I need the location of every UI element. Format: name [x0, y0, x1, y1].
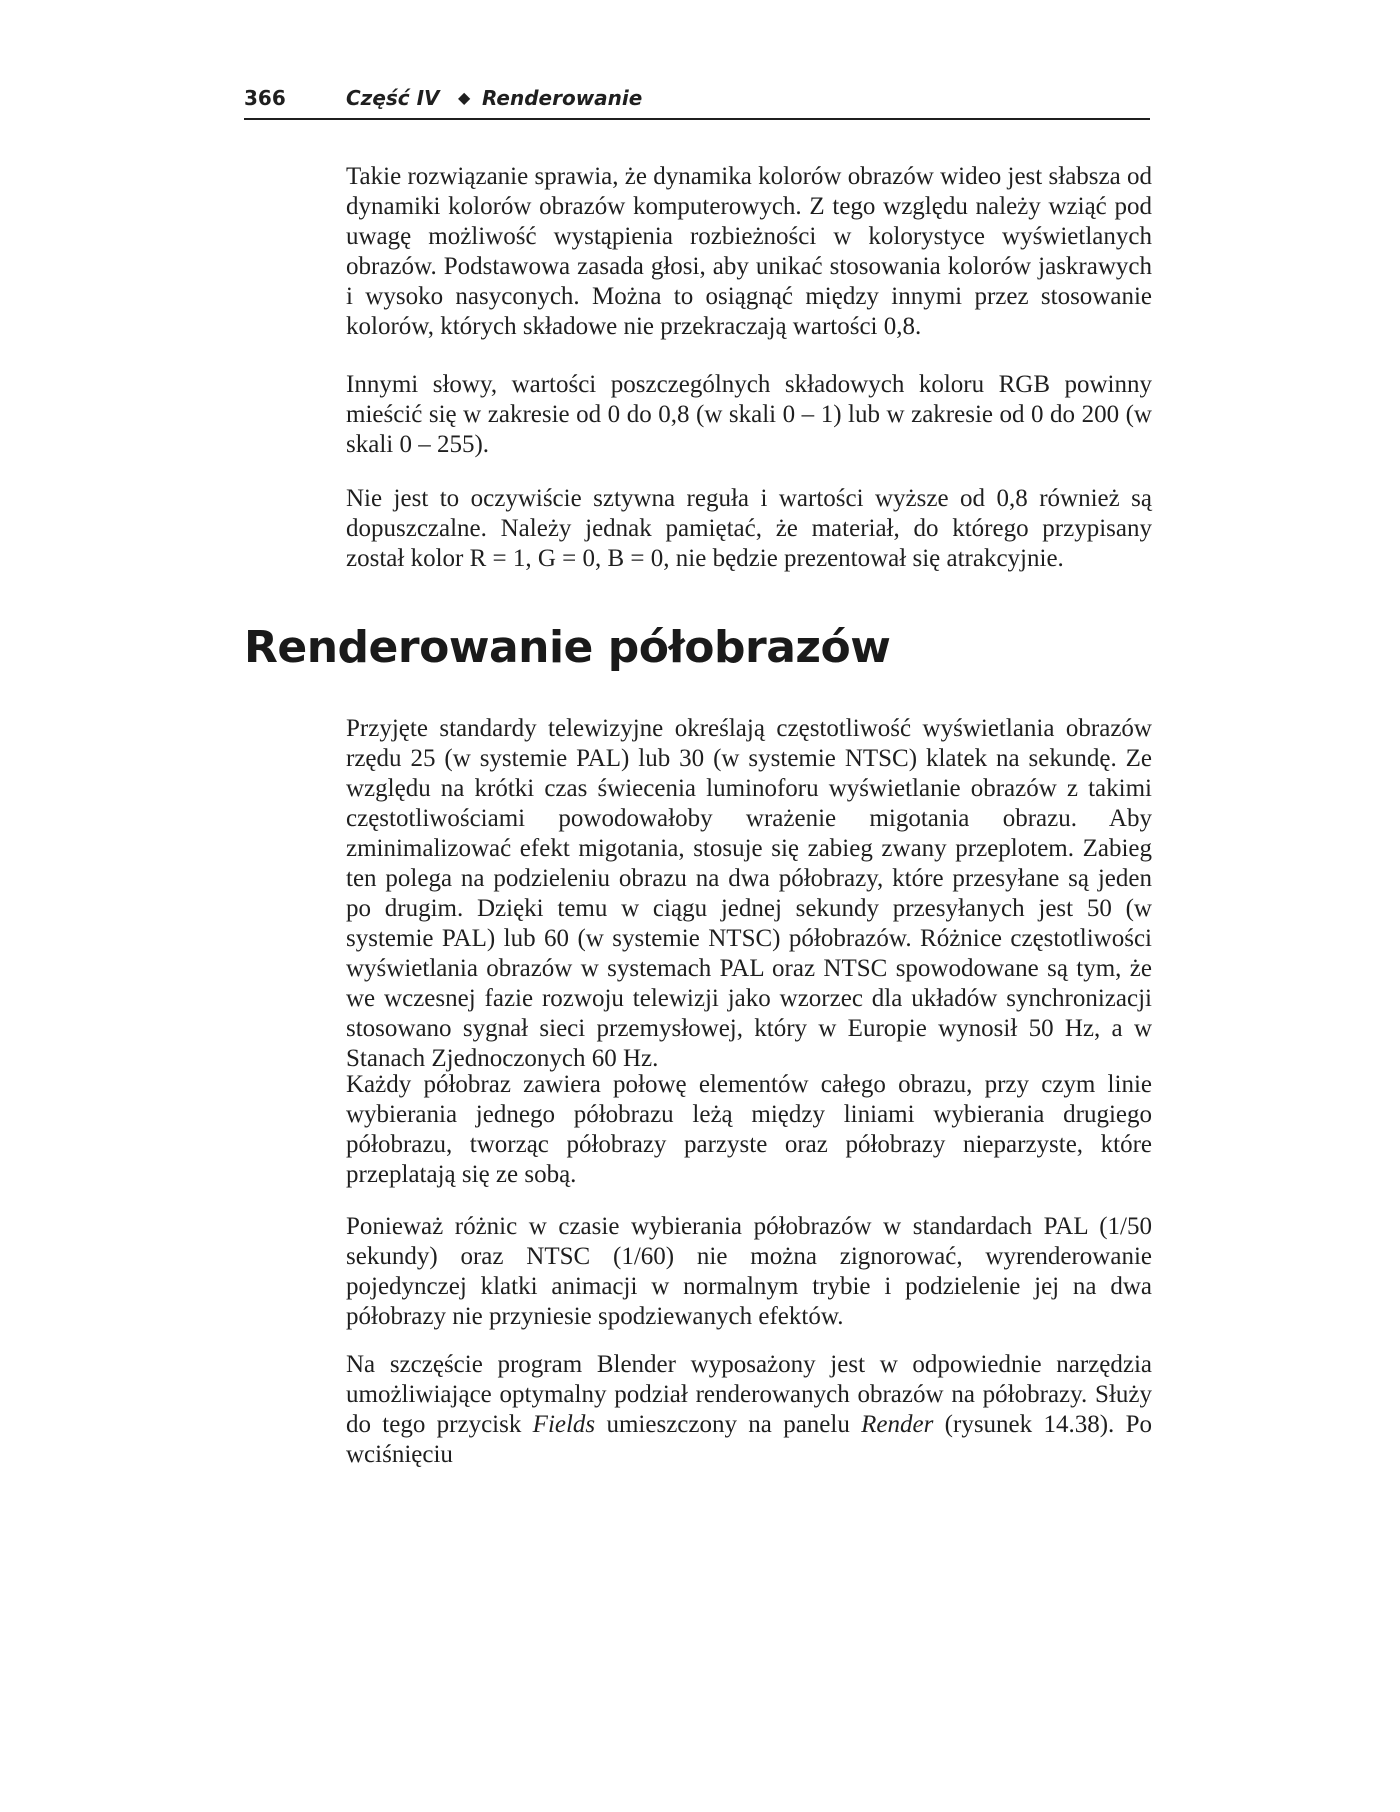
diamond-separator-icon: ◆	[458, 88, 471, 107]
paragraph-last	[346, 1350, 1152, 1470]
header-part: Część IV	[346, 86, 440, 110]
render-panel-name: Render	[861, 1411, 934, 1438]
paragraph: Innymi słowy, wartości poszczególnych składowych koloru RGB powinny mieścić się w zakresie od 0 do 0,8 (w skali 0 – 1) lub w zakresie od 0 do 200 (w skali 0 – 255).	[346, 371, 1152, 458]
header-chapter-title: Renderowanie	[482, 86, 643, 110]
paragraph: Każdy półobraz zawiera połowę elementów całego obrazu, przy czym linie wybierania jednego półobrazu leżą między liniami wybierania drugiego półobrazu, tworząc półobrazy parzyste oraz półobrazy nieparzyste, które przeplatają się ze sobą.	[346, 1071, 1152, 1188]
running-header	[244, 84, 1150, 120]
paragraph-text: (rysunek 14.38). Po wciśnięciu	[346, 1411, 1152, 1468]
section-heading: Renderowanie półobrazów	[244, 622, 891, 673]
paragraph-text: umieszczony na panelu	[595, 1411, 862, 1438]
paragraph: Przyjęte standardy telewizyjne określają częstotliwość wyświetlania obrazów rzędu 25 (w systemie PAL) lub 30 (w systemie NTSC) klatek na sekundę. Ze względu na krótki czas świecenia luminoforu wyświetlanie obrazów z takimi częstotliwościami powodowałoby wrażenie migotania obrazu. Aby zminimalizować efekt migotania, stosuje się zabieg zwany przeplotem. Zabieg ten polega na podzieleniu obrazu na dwa półobrazy, które przesyłane są jeden po drugim. Dzięki temu w ciągu jednej sekundy przesyłanych jest 50 (w systemie PAL) lub 60 (w systemie NTSC) półobrazów. Różnice częstotliwości wyświetlania obrazów w systemach PAL oraz NTSC spowodowane są tym, że we wczesnej fazie rozwoju telewizji jako wzorzec dla układów synchronizacji stosowano sygnał sieci przemysłowej, który w Europie wynosił 50 Hz, a w Stanach Zjednoczonych 60 Hz.	[346, 715, 1152, 1072]
page-number: 366	[244, 86, 286, 110]
paragraph-text: Na szczęście program Blender wyposażony jest w odpowiednie narzędzia umożliwiające optymalny podział renderowanych obrazów na półobrazy. Służy do tego przycisk	[346, 1351, 1152, 1438]
paragraph: Takie rozwiązanie sprawia, że dynamika kolorów obrazów wideo jest słabsza od dynamiki kolorów obrazów komputerowych. Z tego względu należy wziąć pod uwagę możliwość wystąpienia rozbieżności w kolorystyce wyświetlanych obrazów. Podstawowa zasada głosi, aby unikać stosowania kolorów jaskrawych i wysoko nasyconych. Można to osiągnąć między innymi przez stosowanie kolorów, których składowe nie przekraczają wartości 0,8.	[346, 163, 1152, 340]
paragraph: Ponieważ różnic w czasie wybierania półobrazów w standardach PAL (1/50 sekundy) oraz NTSC (1/60) nie można zignorować, wyrenderowanie pojedynczej klatki animacji w normalnym trybie i podzielenie jej na dwa półobrazy nie przyniesie spodziewanych efektów.	[346, 1213, 1152, 1330]
paragraph: Nie jest to oczywiście sztywna reguła i wartości wyższe od 0,8 również są dopuszczalne. Należy jednak pamiętać, że materiał, do którego przypisany został kolor R = 1, G = 0, B = 0, nie będzie prezentował się atrakcyjnie.	[346, 485, 1152, 572]
fields-button-name: Fields	[532, 1411, 596, 1438]
